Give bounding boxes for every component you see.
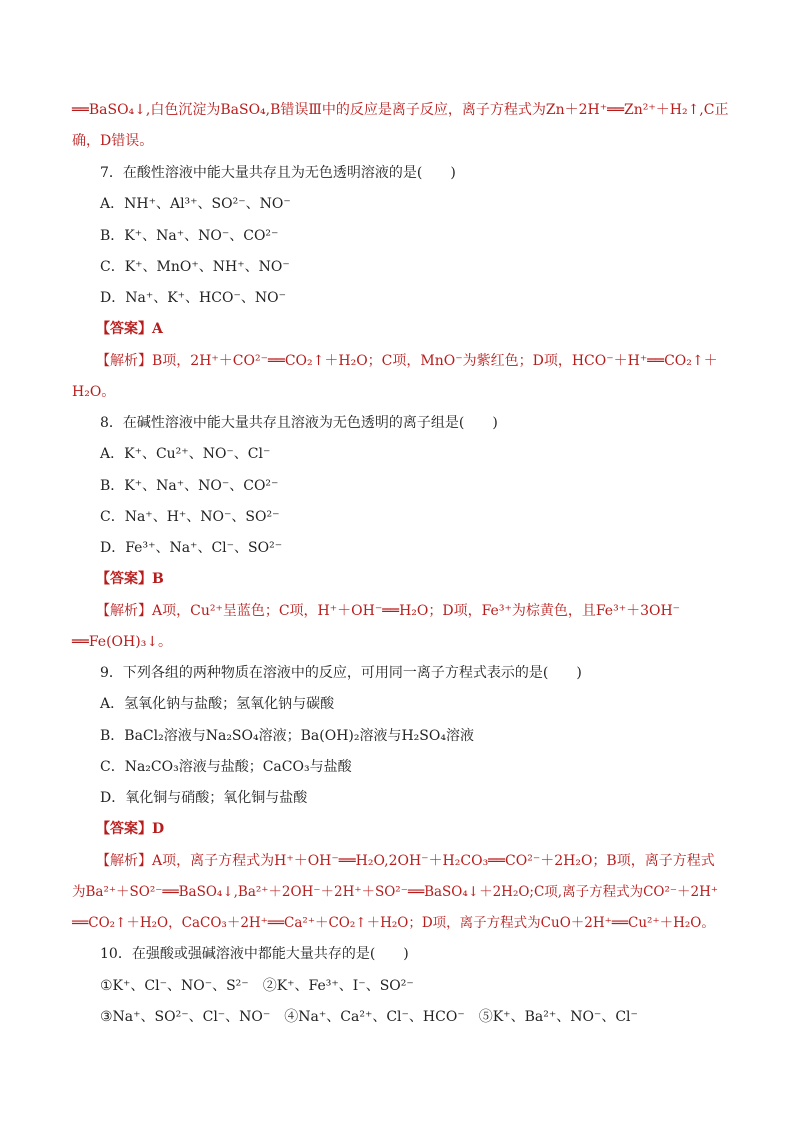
q7-option-a: A．NH⁺、Al³⁺、SO²⁻、NO⁻ [100, 196, 291, 212]
q8-option-b: B．K⁺、Na⁺、NO⁻、CO²⁻ [100, 478, 279, 494]
q7-explanation-line-2: H₂O。 [72, 384, 116, 400]
question-8: 8．在碱性溶液中能大量共存且溶液为无色透明的离子组是( ) [100, 415, 498, 431]
explanation-continuation-line-1: ══BaSO₄↓,白色沉淀为BaSO₄,B错误Ⅲ中的反应是离子反应，离子方程式为Zn＋2H⁺══Zn²⁺＋H₂↑,C正 [72, 102, 729, 118]
q8-explanation-line-2: ══Fe(OH)₃↓。 [72, 634, 173, 650]
q9-option-b: B．BaCl₂溶液与Na₂SO₄溶液；Ba(OH)₂溶液与H₂SO₄溶液 [100, 728, 474, 744]
q9-explanation-line-2: 为Ba²⁺＋SO²⁻══BaSO₄↓,Ba²⁺＋2OH⁻＋2H⁺＋SO²⁻══BaSO₄↓＋2H₂O;C项,离子方程式为CO²⁻＋2H⁺ [72, 884, 719, 900]
q8-option-a: A．K⁺、Cu²⁺、NO⁻、Cl⁻ [100, 446, 271, 462]
q7-option-b: B．K⁺、Na⁺、NO⁻、CO²⁻ [100, 228, 279, 244]
q7-explanation-line-1: 【解析】B项，2H⁺＋CO²⁻══CO₂↑＋H₂O；C项，MnO⁻为紫红色；D项，HCO⁻＋H⁺══CO₂↑＋ [96, 353, 718, 369]
q8-option-c: C．Na⁺、H⁺、NO⁻、SO²⁻ [100, 509, 280, 525]
question-9: 9．下列各组的两种物质在溶液中的反应，可用同一离子方程式表示的是( ) [100, 665, 582, 681]
q7-option-d: D．Na⁺、K⁺、HCO⁻、NO⁻ [100, 290, 286, 306]
q9-option-d: D．氧化铜与硝酸；氧化铜与盐酸 [100, 790, 308, 806]
q8-option-d: D．Fe³⁺、Na⁺、Cl⁻、SO²⁻ [100, 540, 283, 556]
q10-options-line-1: ①K⁺、Cl⁻、NO⁻、S²⁻ ②K⁺、Fe³⁺、I⁻、SO²⁻ [100, 978, 414, 994]
question-7: 7．在酸性溶液中能大量共存且为无色透明溶液的是( ) [100, 165, 456, 181]
q10-options-line-2: ③Na⁺、SO²⁻、Cl⁻、NO⁻ ④Na⁺、Ca²⁺、Cl⁻、HCO⁻ ⑤K⁺、Ba²⁺、NO⁻、Cl⁻ [100, 1009, 638, 1025]
q7-answer: 【答案】A [96, 321, 163, 337]
q9-explanation-line-3: ══CO₂↑＋H₂O，CaCO₃＋2H⁺══Ca²⁺＋CO₂↑＋H₂O；D项，离子方程式为CuO＋2H⁺══Cu²⁺＋H₂O。 [72, 915, 715, 931]
q7-option-c: C．K⁺、MnO⁺、NH⁺、NO⁻ [100, 259, 290, 275]
q9-option-a: A．氢氧化钠与盐酸；氢氧化钠与碳酸 [100, 696, 335, 712]
q8-answer: 【答案】B [96, 571, 164, 587]
q9-explanation-line-1: 【解析】A项，离子方程式为H⁺＋OH⁻══H₂O,2OH⁻＋H₂CO₃══CO²⁻＋2H₂O；B项，离子方程式 [96, 853, 715, 869]
q9-option-c: C．Na₂CO₃溶液与盐酸；CaCO₃与盐酸 [100, 759, 352, 775]
question-10: 10．在强酸或强碱溶液中都能大量共存的是( ) [100, 946, 409, 962]
q9-answer: 【答案】D [96, 821, 165, 837]
explanation-continuation-line-2: 确，D错误。 [72, 133, 154, 149]
q8-explanation-line-1: 【解析】A项，Cu²⁺呈蓝色；C项，H⁺＋OH⁻══H₂O；D项，Fe³⁺为棕黄色，且Fe³⁺＋3OH⁻ [96, 603, 681, 619]
